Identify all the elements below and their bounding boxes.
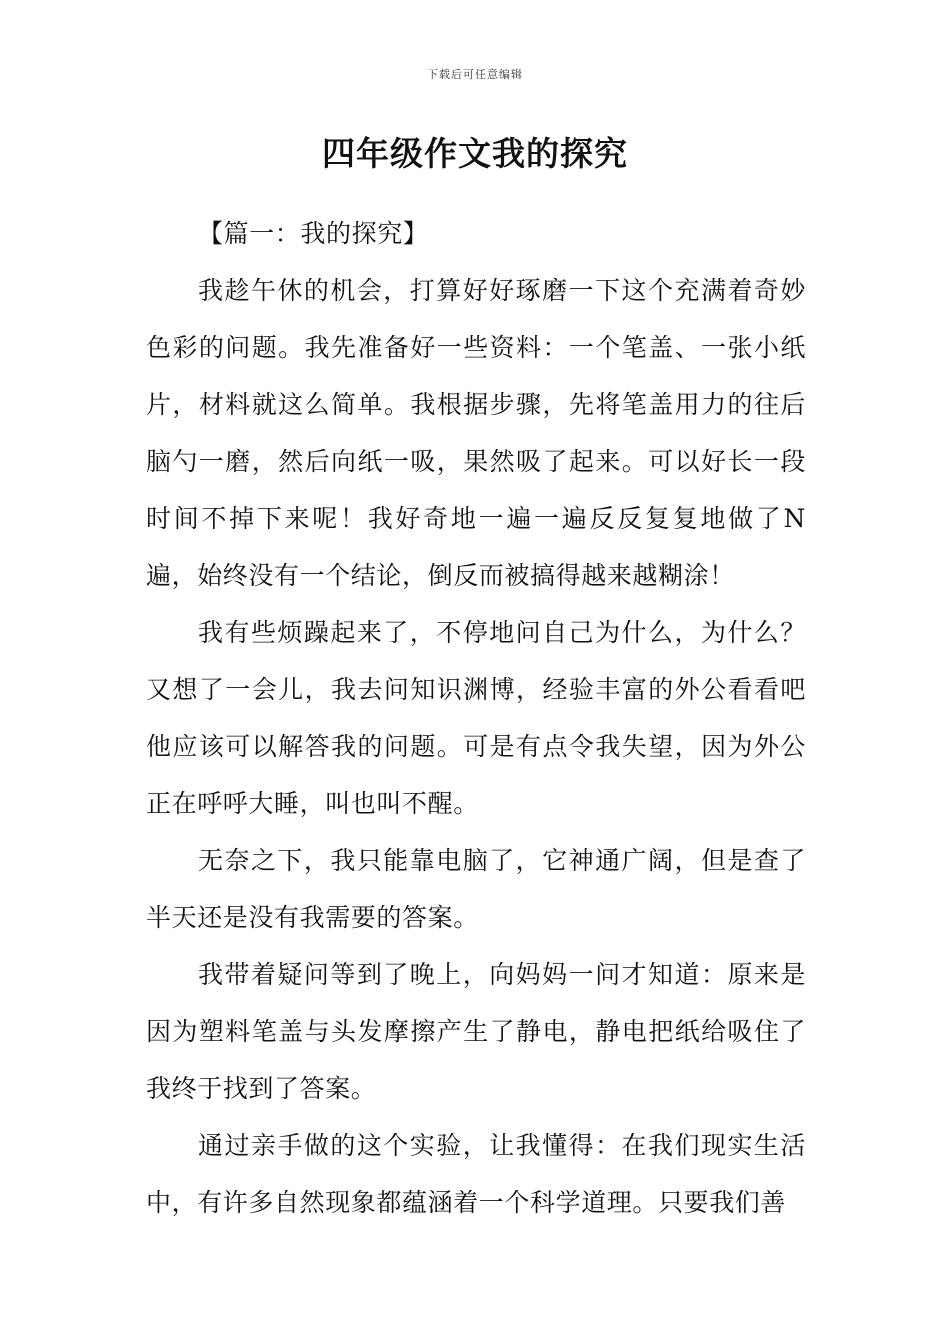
paragraph-2: 我有些烦躁起来了，不停地问自己为什么，为什么？又想了一会儿，我去问知识渊博，经验丰富的外公看看吧他应该可以解答我的问题。可是有点令我失望，因为外公正在呼呼大睡，叫也叫不醒。	[146, 618, 806, 818]
page-title: 四年级作文我的探究	[322, 134, 628, 173]
paragraph-5: 通过亲手做的这个实验，让我懂得：在我们现实生活中，有许多自然现象都蕴涵着一个科学道理。只要我们善	[146, 1131, 806, 1217]
paragraph-3: 无奈之下，我只能靠电脑了，它神通广阔，但是查了半天还是没有我需要的答案。	[146, 846, 806, 932]
document-body	[146, 205, 806, 1231]
header-note: 下载后可任意编辑	[427, 68, 523, 81]
paragraph-1: 我趁午休的机会，打算好好琢磨一下这个充满着奇妙色彩的问题。我先准备好一些资料：一个笔盖、一张小纸片，材料就这么简单。我根据步骤，先将笔盖用力的往后脑勺一磨，然后向纸一吸，果然吸了起来。可以好长一段时间不掉下来呢！我好奇地一遍一遍反反复复地做了N遍，始终没有一个结论，倒反而被搞得越来越糊涂！	[146, 276, 806, 590]
paragraph-4: 我带着疑问等到了晚上，向妈妈一问才知道：原来是因为塑料笔盖与头发摩擦产生了静电，静电把纸给吸住了我终于找到了答案。	[146, 960, 806, 1103]
section-heading: 【篇一：我的探究】	[198, 219, 429, 248]
